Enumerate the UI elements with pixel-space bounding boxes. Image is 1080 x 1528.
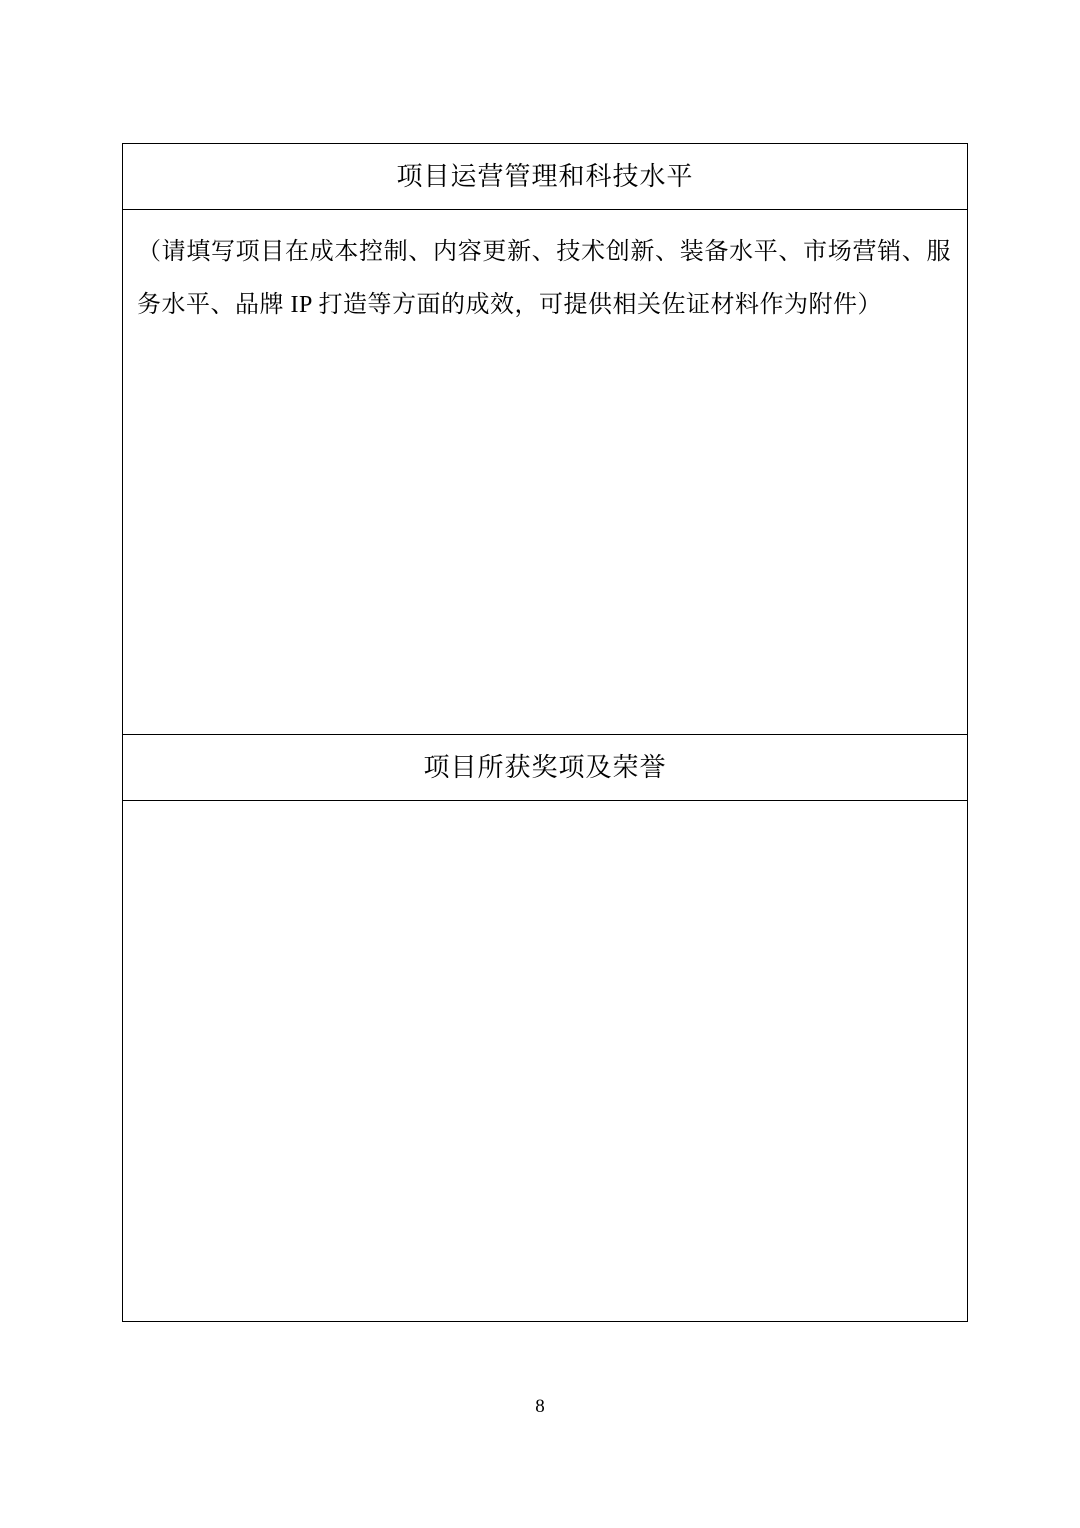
table-row [123,210,968,735]
section-body-cell-awards[interactable] [123,801,968,1322]
page-number: 8 [535,1396,545,1417]
table-row [123,735,968,801]
section-header-cell-awards [123,735,968,801]
section-title-awards: 项目所获奖项及荣誉 [423,753,667,783]
section-body-cell-operations[interactable] [123,210,968,735]
section-header-cell-operations [123,144,968,210]
table-row [123,144,968,210]
form-table [122,143,968,1322]
section-instruction-text: （请填写项目在成本控制、内容更新、技术创新、装备水平、市场营销、服务水平、品牌 IP 打造等方面的成效，可提供相关佐证材料作为附件） [137,239,951,319]
awards-blank-area [123,801,967,1321]
section-title-operations: 项目运营管理和科技水平 [396,162,694,191]
table-row [123,801,968,1322]
